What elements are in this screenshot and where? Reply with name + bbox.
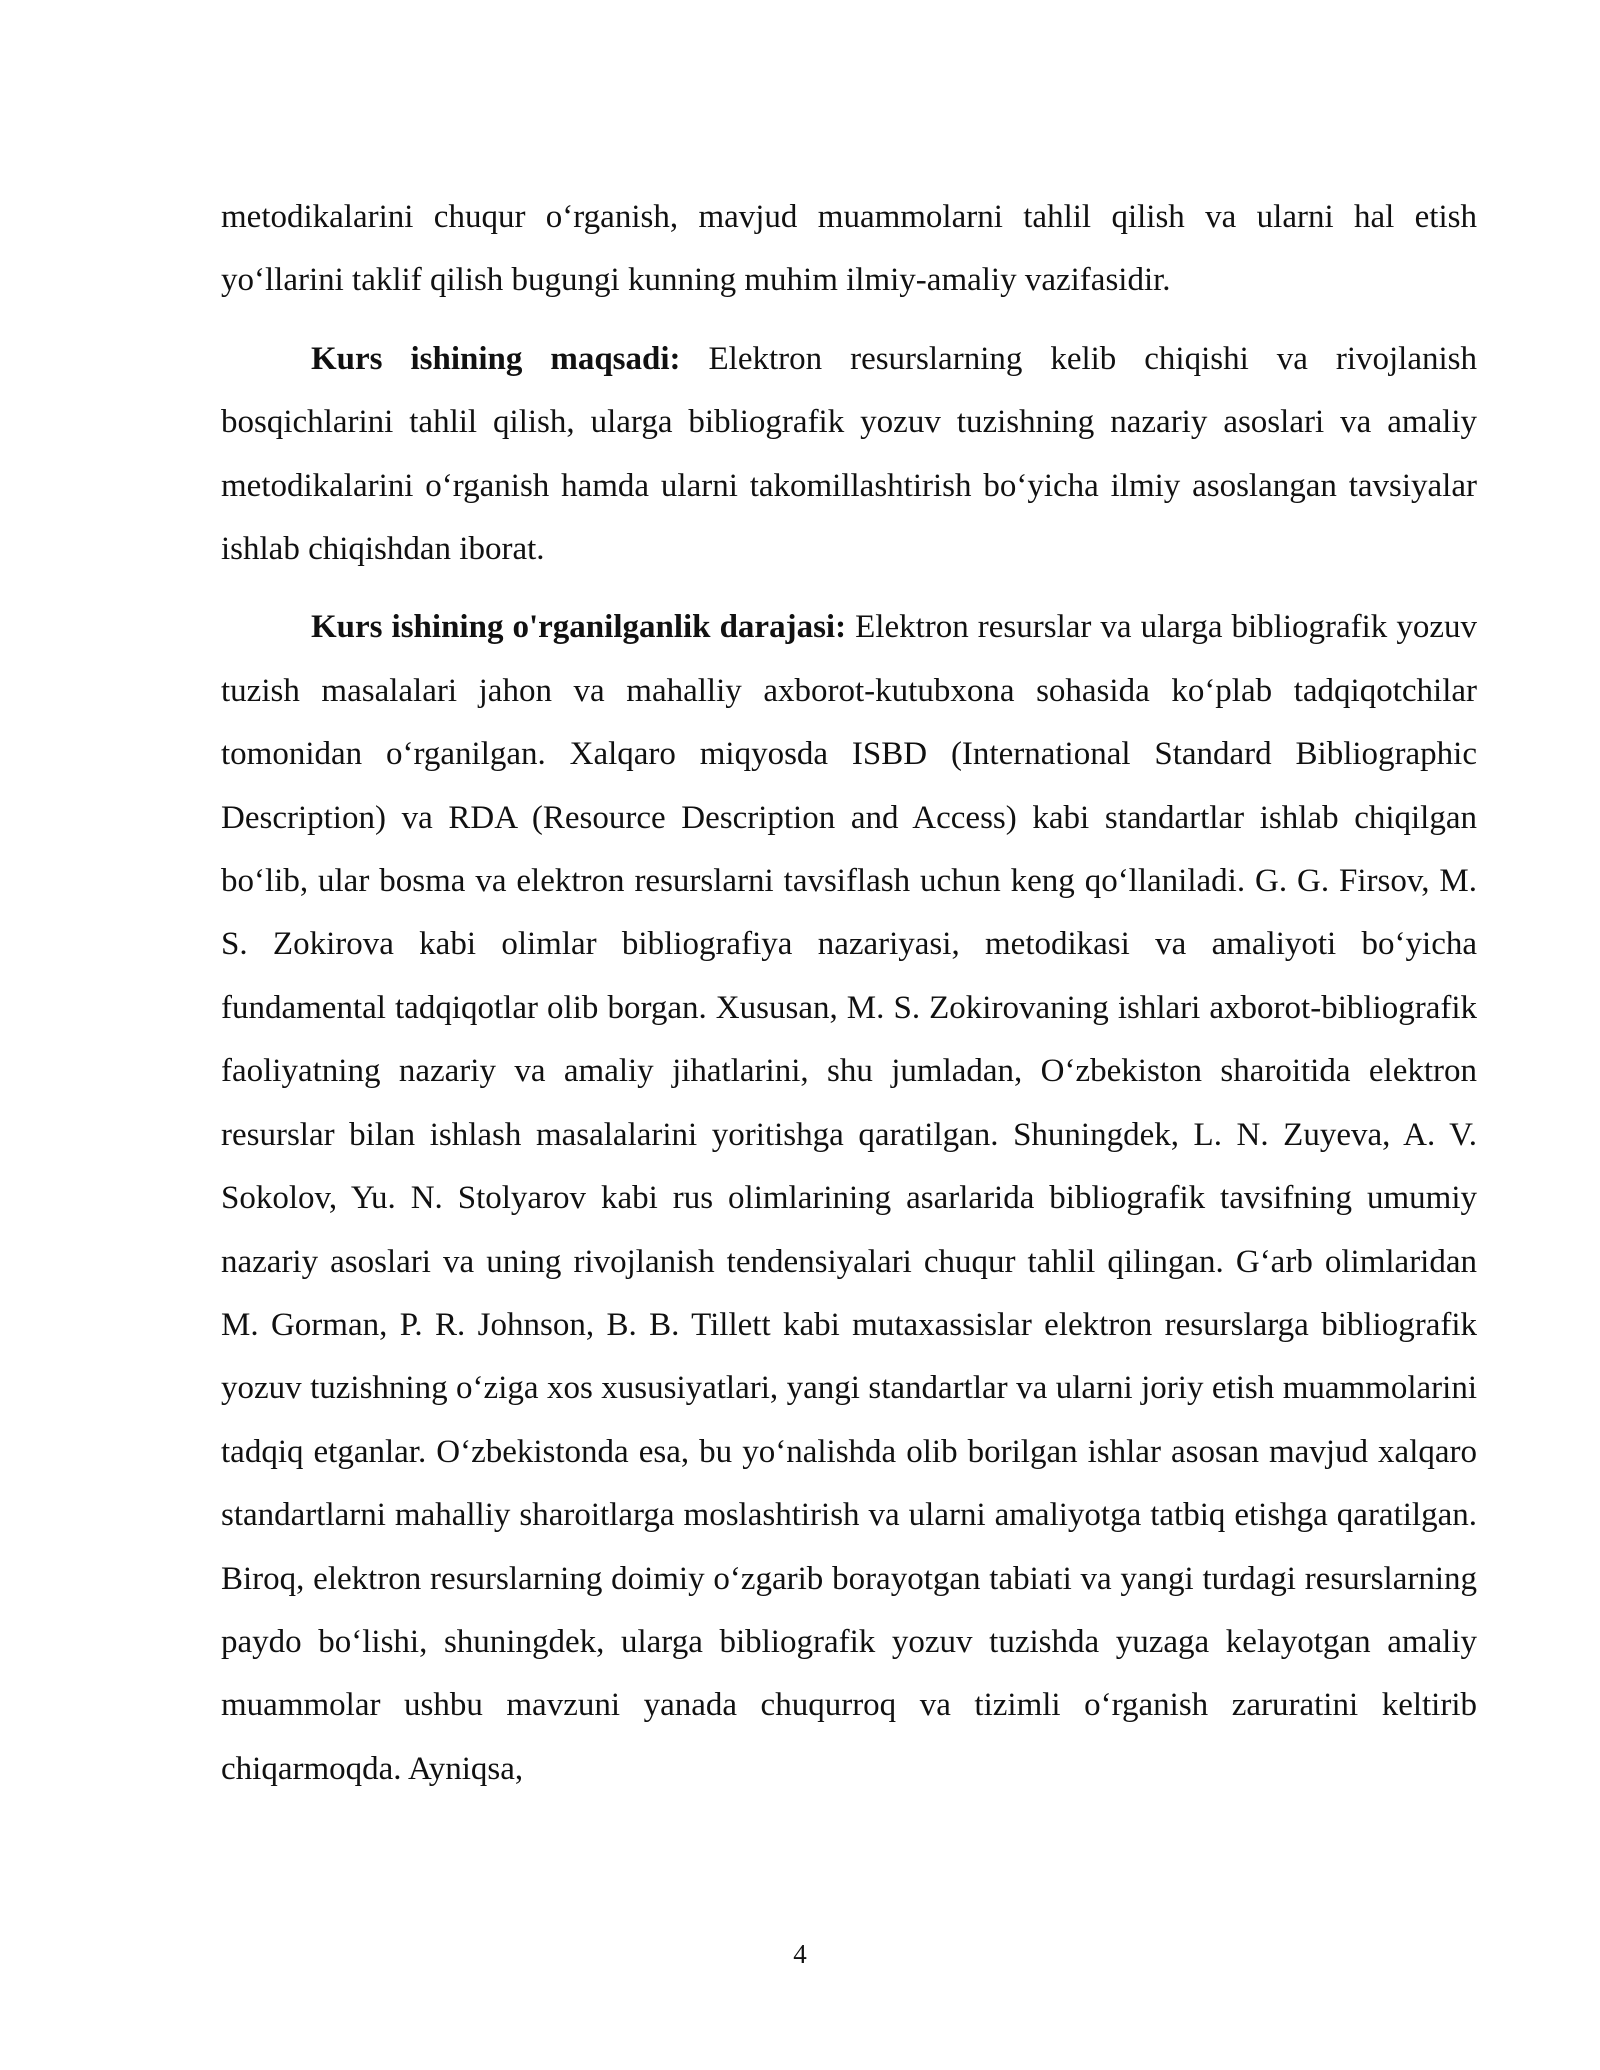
paragraph-study-level (221, 596, 1477, 1801)
paragraph-intro-continuation (221, 186, 1477, 313)
page-number: 4 (793, 1939, 807, 1969)
paragraph-text: metodikalarini chuqur o‘rganish, mavjud muammolarni tahlil qilish va ularni hal etish yo‘llarini taklif qilish bugungi kunning muhim ilmiy-amaliy vazifasidir. (221, 199, 1477, 299)
page-body (221, 186, 1477, 1816)
goal-text: Elektron resurslarning kelib chiqishi va rivojlanish bosqichlarini tahlil qilish, ularga bibliografik yozuv tuzishning nazariy asoslari va amaliy metodikalarini o‘rganish hamda ularni takomillashtirish bo‘yicha ilmiy asoslangan tavsiyalar ishlab chiqishdan iborat. (221, 340, 1477, 568)
goal-heading: Kurs ishining maqsadi: (311, 340, 681, 377)
paragraph-goal (221, 328, 1477, 582)
study-level-text: Elektron resurslar va ularga bibliografik yozuv tuzish masalalari jahon va mahalliy axborot-kutubxona sohasida ko‘plab tadqiqotchilar tomonidan o‘rganilgan. Xalqaro miqyosda ISBD (International Standard Bibliographic Description) va RDA (Resource Description and Access) kabi standartlar ishlab chiqilgan bo‘lib, ular bosma va elektron resurslarni tavsiflash uchun keng qo‘llaniladi. G. G. Firsov, M. S. Zokirova kabi olimlar bibliografiya nazariyasi, metodikasi va amaliyoti bo‘yicha fundamental tadqiqotlar olib borgan. Xususan, M. S. Zokirovaning ishlari axborot-bibliografik faoliyatning nazariy va amaliy jihatlarini, shu jumladan, O‘zbekiston sharoitida elektron resurslar bilan ishlash masalalarini yoritishga qaratilgan. Shuningdek, L. N. Zuyeva, A. V. Sokolov, Yu. N. Stolyarov kabi rus olimlarining asarlarida bibliografik tavsifning umumiy nazariy asoslari va uning rivojlanish tendensiyalari chuqur tahlil qilingan. G‘arb olimlaridan M. Gorman, P. R. Johnson, B. B. Tillett kabi mutaxassislar elektron resurslarga bibliografik yozuv tuzishning o‘ziga xos xususiyatlari, yangi standartlar va ularni joriy etish muammolarini tadqiq etganlar. O‘zbekistonda esa, bu yo‘nalishda olib borilgan ishlar asosan mavjud xalqaro standartlarni mahalliy sharoitlarga moslashtirish va ularni amaliyotga tatbiq etishga qaratilgan. Biroq, elektron resurslarning doimiy o‘zgarib borayotgan tabiati va yangi turdagi resurslarning paydo bo‘lishi, shuningdek, ularga bibliografik yozuv tuzishda yuzaga kelayotgan amaliy muammolar ushbu mavzuni yanada chuqurroq va tizimli o‘rganish zaruratini keltirib chiqarmoqda. Ayniqsa, (221, 609, 1477, 1787)
study-level-heading: Kurs ishining o'rganilganlik darajasi: (311, 609, 847, 646)
